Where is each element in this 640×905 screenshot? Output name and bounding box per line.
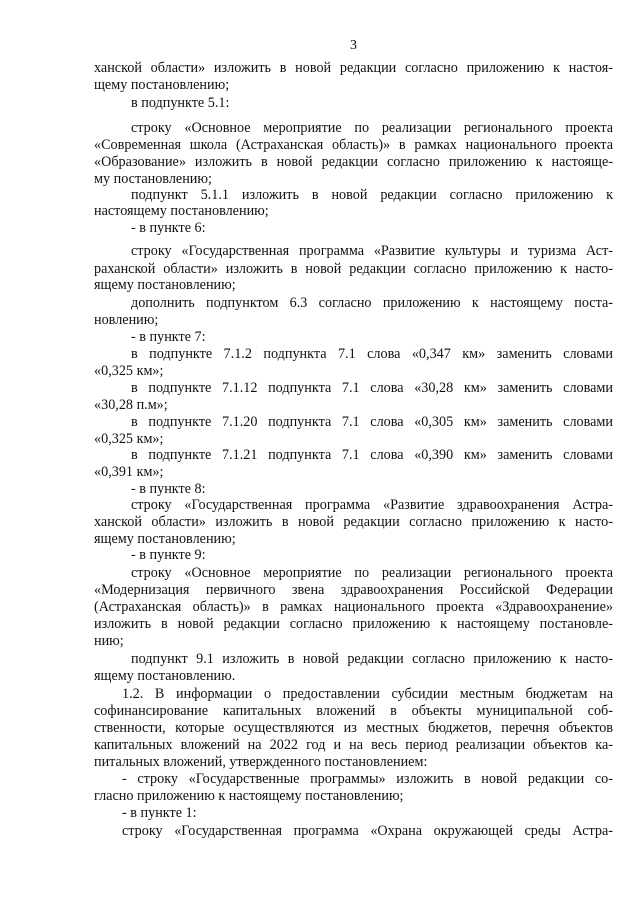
text-line: «Модернизация первичного звена здравоохранения Российской Федерации	[94, 582, 613, 598]
page-number: 3	[350, 38, 357, 53]
text-line: - в пункте 8:	[131, 481, 206, 497]
text-line: строку «Основное мероприятие по реализации регионального проекта	[131, 565, 613, 581]
text-line: (Астраханская область)» в рамках национального проекта «Здравоохранение»	[94, 599, 613, 615]
text-line: щему постановлению;	[94, 77, 230, 93]
text-line: му постановлению;	[94, 171, 212, 187]
text-line: раханской области» изложить в новой редакции согласно приложению к насто-	[94, 261, 613, 277]
text-line: - в пункте 9:	[131, 547, 206, 563]
text-line: в подпункте 7.1.20 подпункта 7.1 слова «0,305 км» заменить словами	[131, 414, 613, 430]
text-line: 1.2. В информации о предоставлении субсидии местным бюджетам на	[122, 686, 613, 702]
text-line: подпункт 5.1.1 изложить в новой редакции согласно приложению к	[131, 187, 613, 203]
text-line: «Образование» изложить в новой редакции согласно приложению к настояще-	[94, 154, 613, 170]
text-line: в подпункте 7.1.2 подпункта 7.1 слова «0,347 км» заменить словами	[131, 346, 613, 362]
text-line: - в пункте 7:	[131, 329, 206, 345]
text-line: «0,325 км»;	[94, 363, 164, 379]
text-line: питальных вложений, утвержденного постановлением:	[94, 754, 428, 770]
text-line: капитальных вложений на 2022 год и на весь период реализации объектов ка-	[94, 737, 613, 753]
text-line: дополнить подпунктом 6.3 согласно приложению к настоящему поста-	[131, 295, 613, 311]
text-line: софинансирование капитальных вложений в объекты муниципальной соб-	[94, 703, 613, 719]
text-line: - в пункте 1:	[122, 805, 197, 821]
text-line: строку «Государственная программа «Развитие здравоохранения Астра-	[131, 497, 613, 513]
text-line: изложить в новой редакции согласно приложению к настоящему постановле-	[94, 616, 613, 632]
text-line: строку «Государственная программа «Развитие культуры и туризма Аст-	[131, 243, 613, 259]
text-line: в подпункте 7.1.12 подпункта 7.1 слова «30,28 км» заменить словами	[131, 380, 613, 396]
text-line: гласно приложению к настоящему постановлению;	[94, 788, 404, 804]
text-line: ственности, которые осуществляются из местных бюджетов, перечня объектов	[94, 720, 613, 736]
text-line: ящему постановлению;	[94, 277, 236, 293]
text-line: «30,28 п.м»;	[94, 397, 168, 413]
text-line: подпункт 9.1 изложить в новой редакции согласно приложению к насто-	[131, 651, 613, 667]
text-line: «0,325 км»;	[94, 431, 164, 447]
text-line: ханской области» изложить в новой редакции согласно приложению к настоя-	[94, 60, 613, 76]
text-line: настоящему постановлению;	[94, 203, 269, 219]
text-line: «0,391 км»;	[94, 464, 164, 480]
text-line: «Современная школа (Астраханская область)» в рамках национального проекта	[94, 137, 613, 153]
text-line: ящему постановлению.	[94, 668, 236, 684]
text-line: строку «Основное мероприятие по реализации регионального проекта	[131, 120, 613, 136]
text-line: в подпункте 5.1:	[131, 95, 230, 111]
text-line: ханской области» изложить в новой редакции согласно приложению к насто-	[94, 514, 613, 530]
text-line: строку «Государственная программа «Охрана окружающей среды Астра-	[122, 823, 613, 839]
text-line: - строку «Государственные программы» изложить в новой редакции со-	[122, 771, 613, 787]
text-line: - в пункте 6:	[131, 220, 206, 236]
text-line: новлению;	[94, 312, 159, 328]
text-line: нию;	[94, 633, 124, 649]
text-line: в подпункте 7.1.21 подпункта 7.1 слова «0,390 км» заменить словами	[131, 447, 613, 463]
text-line: ящему постановлению;	[94, 531, 236, 547]
